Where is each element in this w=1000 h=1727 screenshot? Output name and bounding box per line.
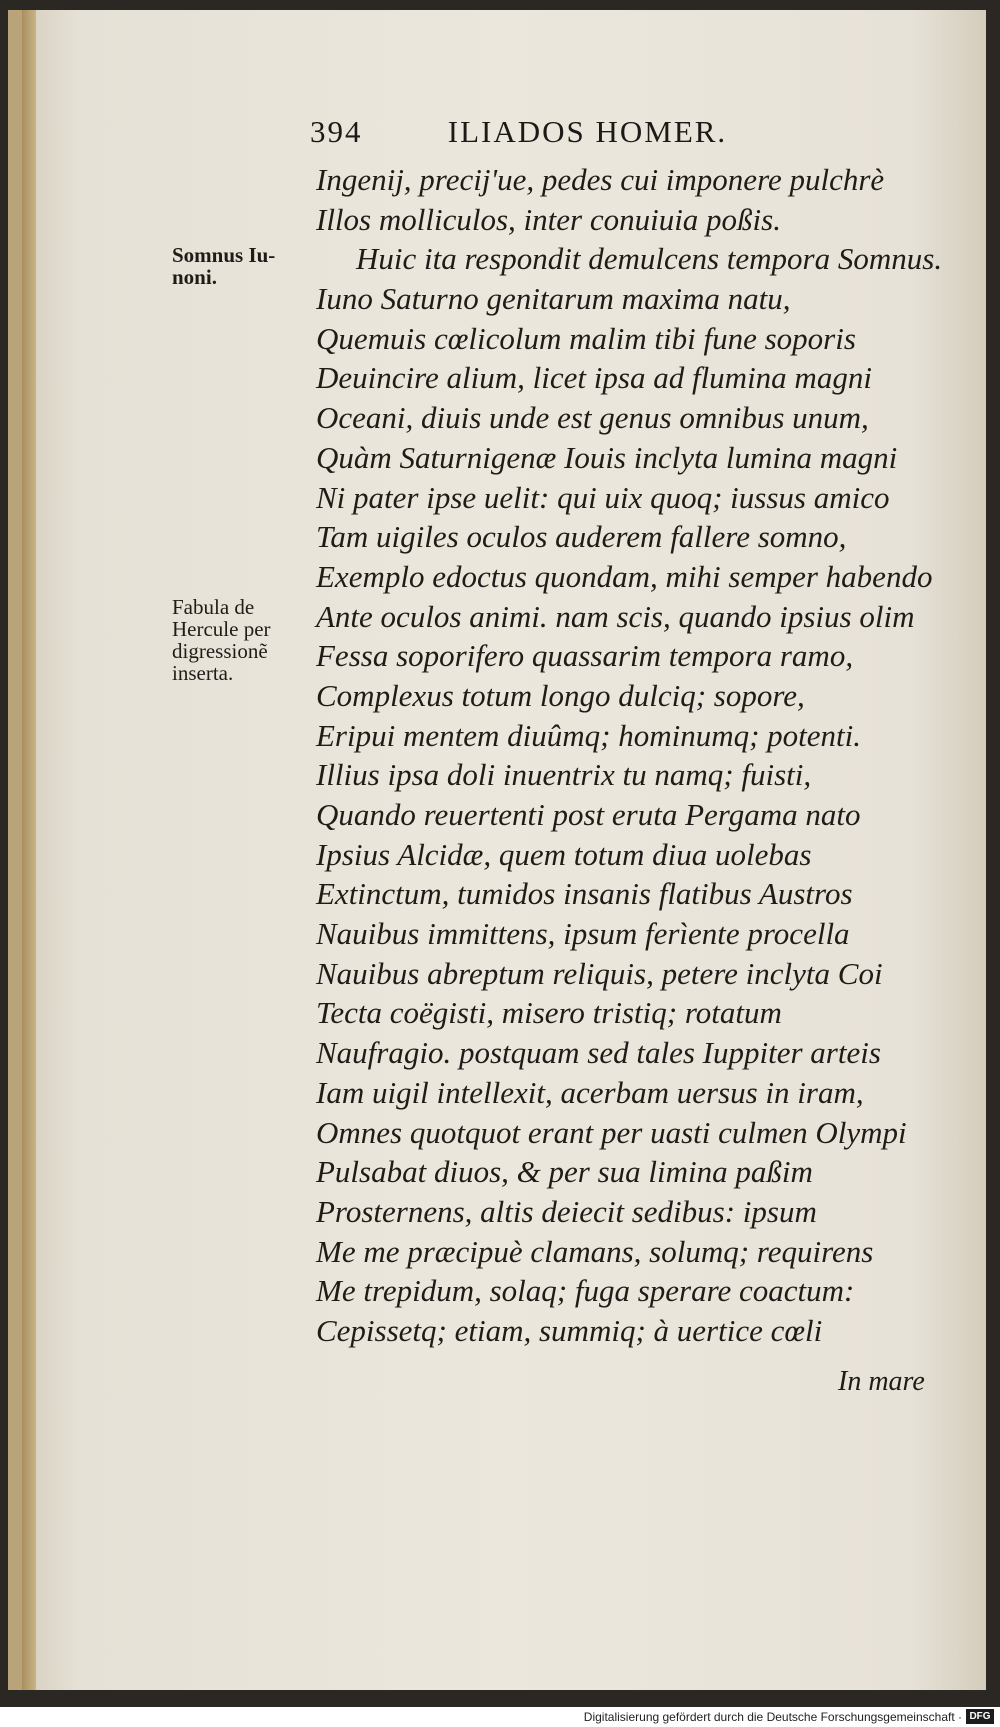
page-header <box>310 114 727 150</box>
running-title: ILIADOS HOMER. <box>447 114 728 149</box>
page-edge <box>22 10 36 1690</box>
verse-line: Complexus totum longo dulciq; sopore, <box>316 677 805 713</box>
verse-line: Fessa soporifero quassarim tempora ramo, <box>316 638 854 674</box>
verse-line: Naufragio. postquam sed tales Iuppiter arteis <box>316 1035 881 1071</box>
verse-line: Me trepidum, solaq; fuga sperare coactum: <box>316 1273 855 1309</box>
verse-line: Illos molliculos, inter conuiuia poßis. <box>316 201 781 237</box>
verse-line: Quemuis cœlicolum malim tibi fune soporis <box>316 320 856 356</box>
footer-credit: Digitalisierung gefördert durch die Deutsche Forschungsgemeinschaft · <box>583 1710 962 1724</box>
margin-note-fabula: Fabula de Hercule per digressionẽ inserta. <box>172 595 271 685</box>
verse-line: Eripui mentem diuûmq; hominumq; potenti. <box>316 717 862 753</box>
dfg-logo-icon: DFG <box>966 1709 994 1724</box>
verse-line: Ni pater ipse uelit: qui uix quoq; iussus amico <box>316 479 890 515</box>
verse-line: Oceani, diuis unde est genus omnibus unum, <box>316 400 869 436</box>
verse-line: Quàm Saturnigenæ Iouis inclyta lumina magni <box>316 439 898 475</box>
verse-line: Iuno Saturno genitarum maxima natu, <box>316 281 791 317</box>
verse-line: Iam uigil intellexit, acerbam uersus in iram, <box>316 1074 864 1110</box>
verse-line: Exemplo edoctus quondam, mihi semper habendo <box>316 558 933 594</box>
verse-line: Quando reuertenti post eruta Pergama nato <box>316 797 861 832</box>
verse-line: Nauibus immittens, ipsum ferìente procella <box>316 916 850 952</box>
verse-line: Omnes quotquot erant per uasti culmen Olympi <box>316 1114 907 1150</box>
verse-line: Ipsius Alcidæ, quem totum diua uolebas <box>316 836 812 872</box>
verse-line: Tecta coëgisti, misero tristiq; rotatum <box>316 995 782 1031</box>
verse-line: Nauibus abreptum reliquis, petere inclyta Coi <box>316 955 883 991</box>
verse-line: Prosternens, altis deiecit sedibus: ipsum <box>316 1193 817 1229</box>
verse-line: Cepissetq; etiam, summiq; à uertice cœli <box>316 1312 823 1348</box>
verse-line: Huic ita respondit demulcens tempora Somnus. <box>356 241 943 277</box>
verse-line: Me me præcipuè clamans, solumq; requirens <box>316 1233 874 1269</box>
verse-line: Illius ipsa doli inuentrix tu namq; fuisti, <box>316 757 812 793</box>
verse-line: Extinctum, tumidos insanis flatibus Austros <box>316 876 853 912</box>
margin-note-somnus: Somnus Iu- noni. <box>172 243 276 289</box>
verse-line: Ante oculos animi. nam scis, quando ipsius olim <box>316 598 915 634</box>
verse-line: Deuincire alium, licet ipsa ad flumina magni <box>316 360 872 396</box>
verse-line: Pulsabat diuos, & per sua limina paßim <box>316 1154 813 1190</box>
verse-line: Ingenij, precij'ue, pedes cui imponere pulchrè <box>316 162 885 197</box>
page-number: 394 <box>310 114 363 149</box>
catchword: In mare <box>838 1366 925 1397</box>
verse-line: Tam uigiles oculos auderem fallere somno, <box>316 519 847 555</box>
verse-text <box>316 160 943 1351</box>
